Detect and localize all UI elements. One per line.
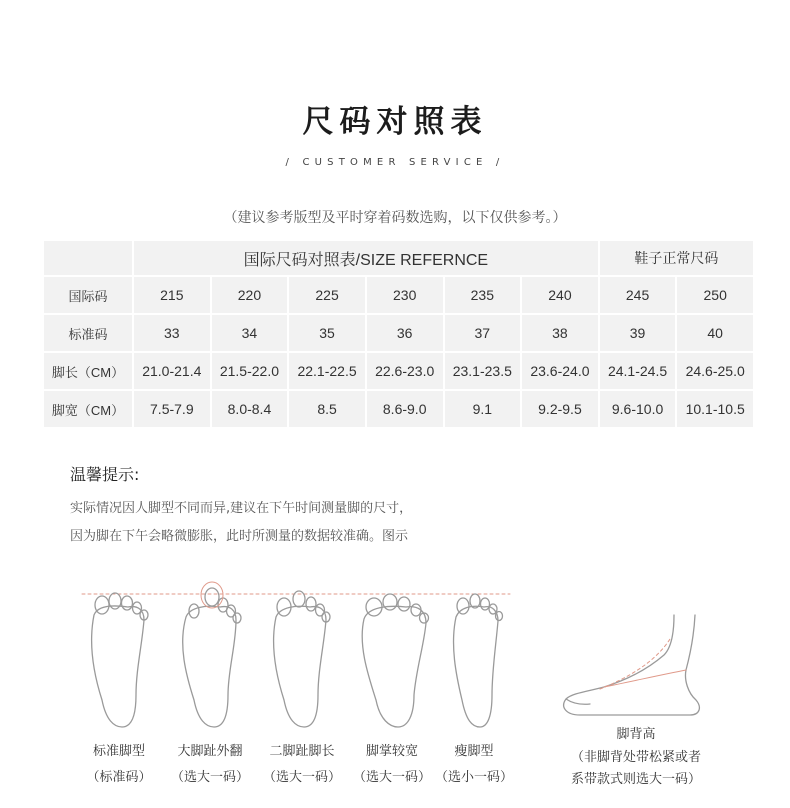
table-cell: 22.1-22.5: [288, 352, 366, 390]
table-header-right: 鞋子正常尺码: [599, 240, 754, 276]
thin-foot-icon: [454, 594, 503, 727]
table-cell: 225: [288, 276, 366, 314]
tips-title: 温馨提示:: [70, 465, 140, 484]
foot-name: 脚背高: [616, 727, 656, 742]
foot-name: 标准脚型: [92, 744, 145, 759]
table-cell: 23.6-24.0: [521, 352, 599, 390]
foot-advice: （选小一码）: [434, 770, 513, 785]
table-cell: 8.5: [288, 390, 366, 428]
table-cell: 39: [599, 314, 677, 352]
page-title: 尺码对照表: [302, 104, 488, 140]
row-label: 国际码: [43, 276, 133, 314]
tips-line-1: 实际情况因人脚型不同而异,建议在下午时间测量脚的尺寸，: [70, 501, 413, 516]
standard-foot-icon: [92, 593, 148, 727]
table-cell: 245: [599, 276, 677, 314]
table-cell: 23.1-23.5: [444, 352, 522, 390]
foot-caption-instep: [552, 723, 720, 787]
table-cell: 9.2-9.5: [521, 390, 599, 428]
foot-name: 二脚趾脚长: [269, 744, 335, 759]
table-cell: 8.0-8.4: [211, 390, 289, 428]
table-cell: 24.1-24.5: [599, 352, 677, 390]
table-row: [43, 390, 754, 428]
table-cell: 36: [366, 314, 444, 352]
foot-advice: （选大一码）: [170, 770, 249, 785]
table-cell: 24.6-25.0: [676, 352, 754, 390]
table-cell: 235: [444, 276, 522, 314]
page-subtitle: / CUSTOMER SERVICE /: [285, 157, 505, 168]
reference-note: （建议参考版型及平时穿着码数选购，以下仅供参考。）: [223, 210, 567, 226]
table-cell: 35: [288, 314, 366, 352]
table-cell: 21.5-22.0: [211, 352, 289, 390]
table-cell: 8.6-9.0: [366, 390, 444, 428]
high-instep-foot-icon: [564, 615, 700, 715]
table-row: [43, 314, 754, 352]
foot-name: 大脚趾外翻: [177, 744, 243, 759]
table-cell: 34: [211, 314, 289, 352]
table-cell: 250: [676, 276, 754, 314]
header-blank-cell: [43, 240, 133, 276]
table-cell: 7.5-7.9: [133, 390, 211, 428]
table-cell: 40: [676, 314, 754, 352]
foot-caption-bunion: [166, 740, 254, 785]
row-label: 脚长（CM）: [43, 352, 133, 390]
foot-type-illustrations: [0, 575, 790, 735]
wide-foot-icon: [362, 594, 428, 727]
foot-advice: （选大一码）: [352, 770, 431, 785]
foot-caption-long-second-toe: [258, 740, 346, 785]
table-cell: 230: [366, 276, 444, 314]
table-row: [43, 352, 754, 390]
table-cell: 33: [133, 314, 211, 352]
table-cell: 215: [133, 276, 211, 314]
foot-advice: （选大一码）: [262, 770, 341, 785]
table-cell: 9.1: [444, 390, 522, 428]
row-label: 脚宽（CM）: [43, 390, 133, 428]
table-cell: 37: [444, 314, 522, 352]
table-cell: 10.1-10.5: [676, 390, 754, 428]
foot-advice-line-2: 系带款式则选大一码）: [570, 772, 701, 787]
table-cell: 22.6-23.0: [366, 352, 444, 390]
bunion-foot-icon: [183, 582, 241, 727]
row-label: 标准码: [43, 314, 133, 352]
tips-line-2: 因为脚在下午会略微膨胀，此时所测量的数据较准确。图示: [70, 529, 409, 544]
foot-caption-thin: [430, 740, 518, 785]
foot-advice-line-1: （非脚背处带松紧或者: [570, 750, 701, 765]
table-header-row: [43, 240, 754, 276]
foot-name: 瘦脚型: [454, 744, 494, 759]
foot-caption-standard: [80, 740, 158, 785]
table-cell: 21.0-21.4: [133, 352, 211, 390]
long-second-toe-foot-icon: [274, 591, 330, 727]
foot-advice: （标准码）: [86, 770, 152, 785]
table-cell: 220: [211, 276, 289, 314]
size-chart-table: [42, 239, 755, 429]
table-header-left: 国际尺码对照表/SIZE REFERNCE: [133, 240, 599, 276]
table-cell: 9.6-10.0: [599, 390, 677, 428]
table-cell: 240: [521, 276, 599, 314]
table-row: [43, 276, 754, 314]
foot-name: 脚掌较宽: [365, 744, 418, 759]
foot-caption-wide: [348, 740, 436, 785]
table-cell: 38: [521, 314, 599, 352]
